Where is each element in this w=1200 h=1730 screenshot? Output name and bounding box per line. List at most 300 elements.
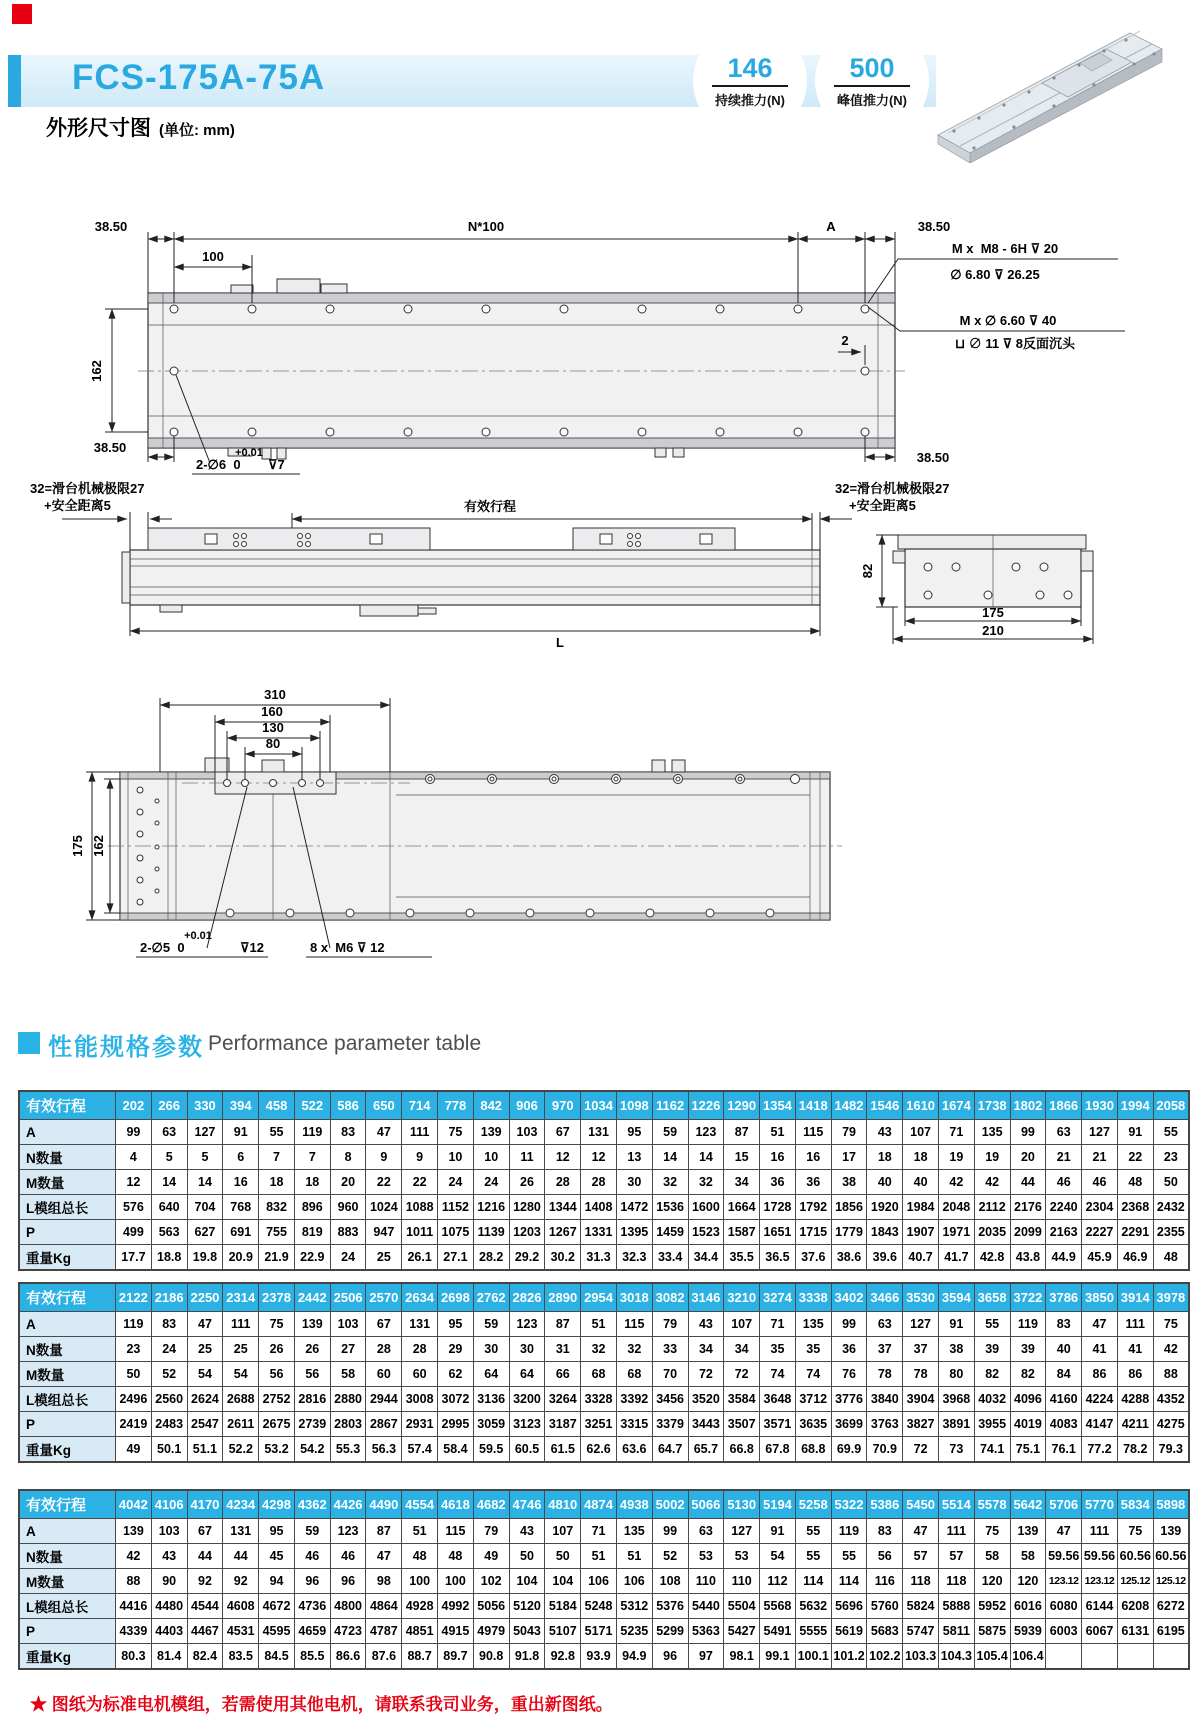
value-cell: 35 xyxy=(760,1337,796,1362)
value-cell: 4544 xyxy=(187,1594,223,1619)
stroke-value-cell: 1226 xyxy=(688,1091,724,1120)
value-cell: 64 xyxy=(509,1362,545,1387)
value-cell: 1280 xyxy=(509,1195,545,1220)
stroke-value-cell: 1418 xyxy=(795,1091,831,1120)
stroke-value-cell: 5706 xyxy=(1046,1490,1082,1519)
stroke-value-cell: 1290 xyxy=(724,1091,760,1120)
value-cell: 82.4 xyxy=(187,1644,223,1670)
dim-100: 100 xyxy=(202,249,224,264)
value-cell: 640 xyxy=(151,1195,187,1220)
value-cell: 20.9 xyxy=(223,1245,259,1271)
value-cell: 87 xyxy=(366,1519,402,1544)
value-cell: 56 xyxy=(867,1544,903,1569)
value-cell: 114 xyxy=(795,1569,831,1594)
top-view-drawing xyxy=(0,185,1200,485)
value-cell: 55 xyxy=(974,1312,1010,1337)
value-cell: 2816 xyxy=(294,1387,330,1412)
performance-table-2 xyxy=(18,1282,1190,1463)
value-cell: 86 xyxy=(1082,1362,1118,1387)
value-cell: 5184 xyxy=(545,1594,581,1619)
stroke-value-cell: 3722 xyxy=(1010,1283,1046,1312)
row-label-cell: N数量 xyxy=(19,1337,116,1362)
value-cell: 63 xyxy=(1046,1120,1082,1145)
value-cell: 64 xyxy=(473,1362,509,1387)
value-cell: 87.6 xyxy=(366,1644,402,1670)
value-cell: 34.4 xyxy=(688,1245,724,1271)
value-cell: 34 xyxy=(688,1337,724,1362)
limit-note-line2-right: +安全距离5 xyxy=(849,498,916,513)
value-cell: 19 xyxy=(974,1145,1010,1170)
value-cell: 50 xyxy=(545,1544,581,1569)
dimension-title xyxy=(46,112,235,142)
table-row xyxy=(19,1619,1189,1644)
value-cell: 83 xyxy=(1046,1312,1082,1337)
value-cell: 3264 xyxy=(545,1387,581,1412)
value-cell: 1267 xyxy=(545,1220,581,1245)
value-cell: 114 xyxy=(831,1569,867,1594)
value-cell: 32 xyxy=(652,1170,688,1195)
value-cell: 38.6 xyxy=(831,1245,867,1271)
value-cell: 39 xyxy=(1010,1337,1046,1362)
stat-divider xyxy=(834,85,910,87)
value-cell: 139 xyxy=(1153,1519,1189,1544)
value-cell: 37.6 xyxy=(795,1245,831,1271)
value-cell: 32 xyxy=(616,1337,652,1362)
stroke-value-cell: 3274 xyxy=(760,1283,796,1312)
stroke-value-cell: 2186 xyxy=(151,1283,187,1312)
value-cell: 5632 xyxy=(795,1594,831,1619)
value-cell: 45 xyxy=(259,1544,295,1569)
value-cell: 51 xyxy=(581,1312,617,1337)
value-cell: 6272 xyxy=(1153,1594,1189,1619)
value-cell: 111 xyxy=(1117,1312,1153,1337)
value-cell: 5440 xyxy=(688,1594,724,1619)
value-cell: 2560 xyxy=(151,1387,187,1412)
value-cell: 59.5 xyxy=(473,1437,509,1463)
value-cell: 58 xyxy=(1010,1544,1046,1569)
value-cell: 72 xyxy=(724,1362,760,1387)
thread-note-line2: ∅ 6.80 ⊽ 26.25 xyxy=(950,267,1040,282)
dim-162-width: 162 xyxy=(91,835,106,857)
stroke-value-cell: 202 xyxy=(116,1091,152,1120)
performance-table-1 xyxy=(18,1090,1190,1271)
value-cell: 24 xyxy=(473,1170,509,1195)
value-cell: 78 xyxy=(903,1362,939,1387)
value-cell: 59 xyxy=(473,1312,509,1337)
value-cell: 54 xyxy=(760,1544,796,1569)
row-label-cell: P xyxy=(19,1220,116,1245)
value-cell: 755 xyxy=(259,1220,295,1245)
value-cell: 4147 xyxy=(1082,1412,1118,1437)
value-cell: 3456 xyxy=(652,1387,688,1412)
value-cell: 94.9 xyxy=(616,1644,652,1670)
value-cell: 36.5 xyxy=(760,1245,796,1271)
value-cell: 3840 xyxy=(867,1387,903,1412)
stroke-value-cell: 1354 xyxy=(760,1091,796,1120)
value-cell: 12 xyxy=(581,1145,617,1170)
value-cell: 80 xyxy=(938,1362,974,1387)
value-cell: 2368 xyxy=(1117,1195,1153,1220)
value-cell: 67 xyxy=(366,1312,402,1337)
stroke-value-cell: 5130 xyxy=(724,1490,760,1519)
stroke-value-cell: 1866 xyxy=(1046,1091,1082,1120)
value-cell: 1715 xyxy=(795,1220,831,1245)
value-cell: 38 xyxy=(831,1170,867,1195)
value-cell: 32 xyxy=(581,1337,617,1362)
value-cell: 2419 xyxy=(116,1412,152,1437)
module-body-side-view xyxy=(122,550,820,616)
value-cell: 1843 xyxy=(867,1220,903,1245)
table-row xyxy=(19,1337,1189,1362)
value-cell: 26.1 xyxy=(402,1245,438,1271)
value-cell: 4851 xyxy=(402,1619,438,1644)
value-cell: 58.4 xyxy=(438,1437,474,1463)
value-cell: 60 xyxy=(402,1362,438,1387)
value-cell: 5555 xyxy=(795,1619,831,1644)
value-cell: 80.3 xyxy=(116,1644,152,1670)
stroke-value-cell: 1162 xyxy=(652,1091,688,1120)
value-cell: 43 xyxy=(867,1120,903,1145)
value-cell: 40 xyxy=(903,1170,939,1195)
value-cell: 26 xyxy=(259,1337,295,1362)
value-cell: 135 xyxy=(974,1120,1010,1145)
value-cell: 5824 xyxy=(903,1594,939,1619)
limit-note-line2: +安全距离5 xyxy=(44,498,111,513)
value-cell: 43 xyxy=(688,1312,724,1337)
value-cell: 42 xyxy=(938,1170,974,1195)
value-cell: 34 xyxy=(724,1337,760,1362)
value-cell: 3392 xyxy=(616,1387,652,1412)
value-cell: 30.2 xyxy=(545,1245,581,1271)
value-cell: 48 xyxy=(402,1544,438,1569)
value-cell: 43 xyxy=(509,1519,545,1544)
value-cell: 127 xyxy=(187,1120,223,1145)
row-label-cell: A xyxy=(19,1519,116,1544)
value-cell: 1728 xyxy=(760,1195,796,1220)
value-cell: 81.4 xyxy=(151,1644,187,1670)
value-cell: 12 xyxy=(545,1145,581,1170)
table-header-row xyxy=(19,1283,1189,1312)
stroke-value-cell: 2442 xyxy=(294,1283,330,1312)
table-row xyxy=(19,1569,1189,1594)
stroke-value-cell: 1482 xyxy=(831,1091,867,1120)
value-cell: 119 xyxy=(116,1312,152,1337)
value-cell: 26 xyxy=(294,1337,330,1362)
stroke-value-cell: 5770 xyxy=(1082,1490,1118,1519)
value-cell: 19 xyxy=(938,1145,974,1170)
value-cell: 5696 xyxy=(831,1594,867,1619)
value-cell: 1971 xyxy=(938,1220,974,1245)
stroke-value-cell: 2570 xyxy=(366,1283,402,1312)
value-cell: 104 xyxy=(509,1569,545,1594)
dim-160: 160 xyxy=(261,704,283,719)
value-cell: 83 xyxy=(151,1312,187,1337)
table-row xyxy=(19,1220,1189,1245)
value-cell: 107 xyxy=(903,1120,939,1145)
value-cell: 119 xyxy=(831,1519,867,1544)
value-cell: 2944 xyxy=(366,1387,402,1412)
value-cell: 31 xyxy=(545,1337,581,1362)
value-cell: 75 xyxy=(974,1519,1010,1544)
value-cell: 35.5 xyxy=(724,1245,760,1271)
value-cell: 103 xyxy=(330,1312,366,1337)
value-cell: 2752 xyxy=(259,1387,295,1412)
value-cell: 1075 xyxy=(438,1220,474,1245)
value-cell: 23 xyxy=(1153,1145,1189,1170)
value-cell: 1587 xyxy=(724,1220,760,1245)
value-cell: 100.1 xyxy=(795,1644,831,1670)
row-label-cell: M数量 xyxy=(19,1569,116,1594)
value-cell: 1472 xyxy=(616,1195,652,1220)
stroke-value-cell: 2954 xyxy=(581,1283,617,1312)
value-cell: 22 xyxy=(1117,1145,1153,1170)
value-cell: 36 xyxy=(760,1170,796,1195)
value-cell: 99 xyxy=(831,1312,867,1337)
value-cell: 123 xyxy=(688,1120,724,1145)
value-cell: 131 xyxy=(402,1312,438,1337)
footnote: ★ 图纸为标准电机模组，若需使用其他电机，请联系我司业务，重出新图纸。 xyxy=(30,1695,613,1714)
limit-note-line1: 32=滑台机械极限27 xyxy=(30,481,145,496)
model-title: FCS-175A-75A xyxy=(72,58,326,97)
value-cell: 21 xyxy=(1082,1145,1118,1170)
value-cell: 4019 xyxy=(1010,1412,1046,1437)
value-cell: 99 xyxy=(116,1120,152,1145)
value-cell: 42 xyxy=(116,1544,152,1569)
continuous-thrust-value: 146 xyxy=(727,53,773,83)
value-cell: 95 xyxy=(259,1519,295,1544)
value-cell: 107 xyxy=(545,1519,581,1544)
stroke-value-cell: 266 xyxy=(151,1091,187,1120)
value-cell: 6208 xyxy=(1117,1594,1153,1619)
value-cell: 22.9 xyxy=(294,1245,330,1271)
value-cell: 38 xyxy=(938,1337,974,1362)
value-cell: 95 xyxy=(438,1312,474,1337)
value-cell: 59.56 xyxy=(1082,1544,1118,1569)
stroke-value-cell: 5066 xyxy=(688,1490,724,1519)
value-cell: 101.2 xyxy=(831,1644,867,1670)
value-cell: 21.9 xyxy=(259,1245,295,1271)
value-cell: 2240 xyxy=(1046,1195,1082,1220)
value-cell: 89.7 xyxy=(438,1644,474,1670)
value-cell: 118 xyxy=(938,1569,974,1594)
value-cell: 18.8 xyxy=(151,1245,187,1271)
stroke-value-cell: 1994 xyxy=(1117,1091,1153,1120)
value-cell: 4608 xyxy=(223,1594,259,1619)
stroke-value-cell: 778 xyxy=(438,1091,474,1120)
value-cell: 4032 xyxy=(974,1387,1010,1412)
value-cell: 49 xyxy=(116,1437,152,1463)
value-cell: 96 xyxy=(330,1569,366,1594)
value-cell: 48 xyxy=(1117,1170,1153,1195)
table-header-row xyxy=(19,1091,1189,1120)
value-cell: 102.2 xyxy=(867,1644,903,1670)
value-cell: 51 xyxy=(402,1519,438,1544)
value-cell: 2355 xyxy=(1153,1220,1189,1245)
pin-tolerance-note: +0.01 xyxy=(184,930,212,942)
value-cell: 3251 xyxy=(581,1412,617,1437)
value-cell: 51 xyxy=(581,1544,617,1569)
value-cell: 55 xyxy=(831,1544,867,1569)
stroke-value-cell: 5642 xyxy=(1010,1490,1046,1519)
value-cell: 74.1 xyxy=(974,1437,1010,1463)
value-cell: 3507 xyxy=(724,1412,760,1437)
table-row xyxy=(19,1120,1189,1145)
value-cell: 32 xyxy=(688,1170,724,1195)
value-cell: 27.1 xyxy=(438,1245,474,1271)
stroke-value-cell: 4106 xyxy=(151,1490,187,1519)
value-cell: 883 xyxy=(330,1220,366,1245)
value-cell: 103 xyxy=(151,1519,187,1544)
value-cell: 7 xyxy=(294,1145,330,1170)
value-cell: 79 xyxy=(831,1120,867,1145)
value-cell: 41 xyxy=(1082,1337,1118,1362)
value-cell: 100 xyxy=(438,1569,474,1594)
value-cell: 2163 xyxy=(1046,1220,1082,1245)
value-cell: 16 xyxy=(760,1145,796,1170)
value-cell: 67.8 xyxy=(760,1437,796,1463)
value-cell xyxy=(1082,1644,1118,1670)
value-cell: 960 xyxy=(330,1195,366,1220)
value-cell: 6131 xyxy=(1117,1619,1153,1644)
value-cell: 111 xyxy=(402,1120,438,1145)
stroke-value-cell: 3530 xyxy=(903,1283,939,1312)
value-cell: 59 xyxy=(652,1120,688,1145)
value-cell: 87 xyxy=(545,1312,581,1337)
value-cell: 6144 xyxy=(1082,1594,1118,1619)
value-cell xyxy=(1046,1644,1082,1670)
value-cell: 88 xyxy=(1153,1362,1189,1387)
section-square-icon xyxy=(18,1032,40,1054)
stroke-value-cell: 3082 xyxy=(652,1283,688,1312)
value-cell: 4352 xyxy=(1153,1387,1189,1412)
value-cell: 118 xyxy=(903,1569,939,1594)
stroke-value-cell: 2314 xyxy=(223,1283,259,1312)
value-cell: 1536 xyxy=(652,1195,688,1220)
dim-175: 175 xyxy=(982,605,1004,620)
value-cell: 108 xyxy=(652,1569,688,1594)
value-cell: 119 xyxy=(1010,1312,1046,1337)
value-cell: 14 xyxy=(187,1170,223,1195)
value-cell: 5491 xyxy=(760,1619,796,1644)
stroke-value-cell: 3594 xyxy=(938,1283,974,1312)
value-cell: 3827 xyxy=(903,1412,939,1437)
value-cell: 9 xyxy=(402,1145,438,1170)
value-cell xyxy=(1117,1644,1153,1670)
value-cell: 5056 xyxy=(473,1594,509,1619)
value-cell: 46.9 xyxy=(1117,1245,1153,1271)
value-cell: 627 xyxy=(187,1220,223,1245)
value-cell: 51.1 xyxy=(187,1437,223,1463)
stroke-value-cell: 1738 xyxy=(974,1091,1010,1120)
value-cell: 2227 xyxy=(1082,1220,1118,1245)
value-cell: 5248 xyxy=(581,1594,617,1619)
value-cell: 30 xyxy=(616,1170,652,1195)
value-cell: 58 xyxy=(330,1362,366,1387)
value-cell: 30 xyxy=(473,1337,509,1362)
value-cell: 51 xyxy=(616,1544,652,1569)
value-cell: 5875 xyxy=(974,1619,1010,1644)
dim-210: 210 xyxy=(982,623,1004,638)
value-cell: 14 xyxy=(151,1170,187,1195)
table-row xyxy=(19,1195,1189,1220)
dim-130: 130 xyxy=(262,720,284,735)
table-row xyxy=(19,1145,1189,1170)
value-cell: 36 xyxy=(831,1337,867,1362)
slider-carriage xyxy=(148,528,735,550)
stroke-value-cell: 458 xyxy=(259,1091,295,1120)
value-cell: 1459 xyxy=(652,1220,688,1245)
value-cell: 72 xyxy=(903,1437,939,1463)
value-cell: 115 xyxy=(438,1519,474,1544)
value-cell: 5952 xyxy=(974,1594,1010,1619)
stroke-value-cell: 1098 xyxy=(616,1091,652,1120)
stroke-value-cell: 586 xyxy=(330,1091,366,1120)
stroke-value-cell: 1802 xyxy=(1010,1091,1046,1120)
value-cell: 4467 xyxy=(187,1619,223,1644)
stroke-label: 有效行程 xyxy=(463,499,517,514)
value-cell: 4339 xyxy=(116,1619,152,1644)
value-cell: 28 xyxy=(581,1170,617,1195)
value-cell: 4595 xyxy=(259,1619,295,1644)
value-cell: 1651 xyxy=(760,1220,796,1245)
value-cell: 1395 xyxy=(616,1220,652,1245)
value-cell: 120 xyxy=(1010,1569,1046,1594)
dim-82: 82 xyxy=(860,563,875,579)
stroke-value-cell: 2762 xyxy=(473,1283,509,1312)
performance-table-3 xyxy=(18,1489,1190,1670)
value-cell: 92.8 xyxy=(545,1644,581,1670)
value-cell: 9 xyxy=(366,1145,402,1170)
value-cell: 135 xyxy=(616,1519,652,1544)
table-row xyxy=(19,1437,1189,1463)
value-cell: 2304 xyxy=(1082,1195,1118,1220)
value-cell: 28.2 xyxy=(473,1245,509,1271)
value-cell: 84 xyxy=(1046,1362,1082,1387)
value-cell: 5939 xyxy=(1010,1619,1046,1644)
value-cell: 6195 xyxy=(1153,1619,1189,1644)
value-cell: 86 xyxy=(1117,1362,1153,1387)
value-cell: 27 xyxy=(330,1337,366,1362)
value-cell: 70.9 xyxy=(867,1437,903,1463)
stroke-label-cell: 有效行程 xyxy=(19,1091,116,1120)
stroke-value-cell: 4490 xyxy=(366,1490,402,1519)
value-cell: 5568 xyxy=(760,1594,796,1619)
value-cell: 60 xyxy=(366,1362,402,1387)
thread-callouts xyxy=(868,241,1125,351)
stroke-value-cell: 4234 xyxy=(223,1490,259,1519)
table-row xyxy=(19,1245,1189,1271)
value-cell: 3648 xyxy=(760,1387,796,1412)
value-cell: 63.6 xyxy=(616,1437,652,1463)
value-cell: 71 xyxy=(581,1519,617,1544)
value-cell: 57 xyxy=(938,1544,974,1569)
value-cell: 2867 xyxy=(366,1412,402,1437)
value-cell: 83 xyxy=(867,1519,903,1544)
stroke-value-cell: 2698 xyxy=(438,1283,474,1312)
value-cell: 10 xyxy=(473,1145,509,1170)
stroke-value-cell: 1546 xyxy=(867,1091,903,1120)
value-cell: 5171 xyxy=(581,1619,617,1644)
continuous-thrust-stat xyxy=(693,24,807,138)
value-cell: 39 xyxy=(974,1337,1010,1362)
value-cell: 111 xyxy=(938,1519,974,1544)
value-cell: 84.5 xyxy=(259,1644,295,1670)
length-dimension xyxy=(130,605,820,650)
stroke-value-cell: 330 xyxy=(187,1091,223,1120)
value-cell: 2931 xyxy=(402,1412,438,1437)
value-cell: 60.56 xyxy=(1117,1544,1153,1569)
value-cell: 47 xyxy=(366,1544,402,1569)
